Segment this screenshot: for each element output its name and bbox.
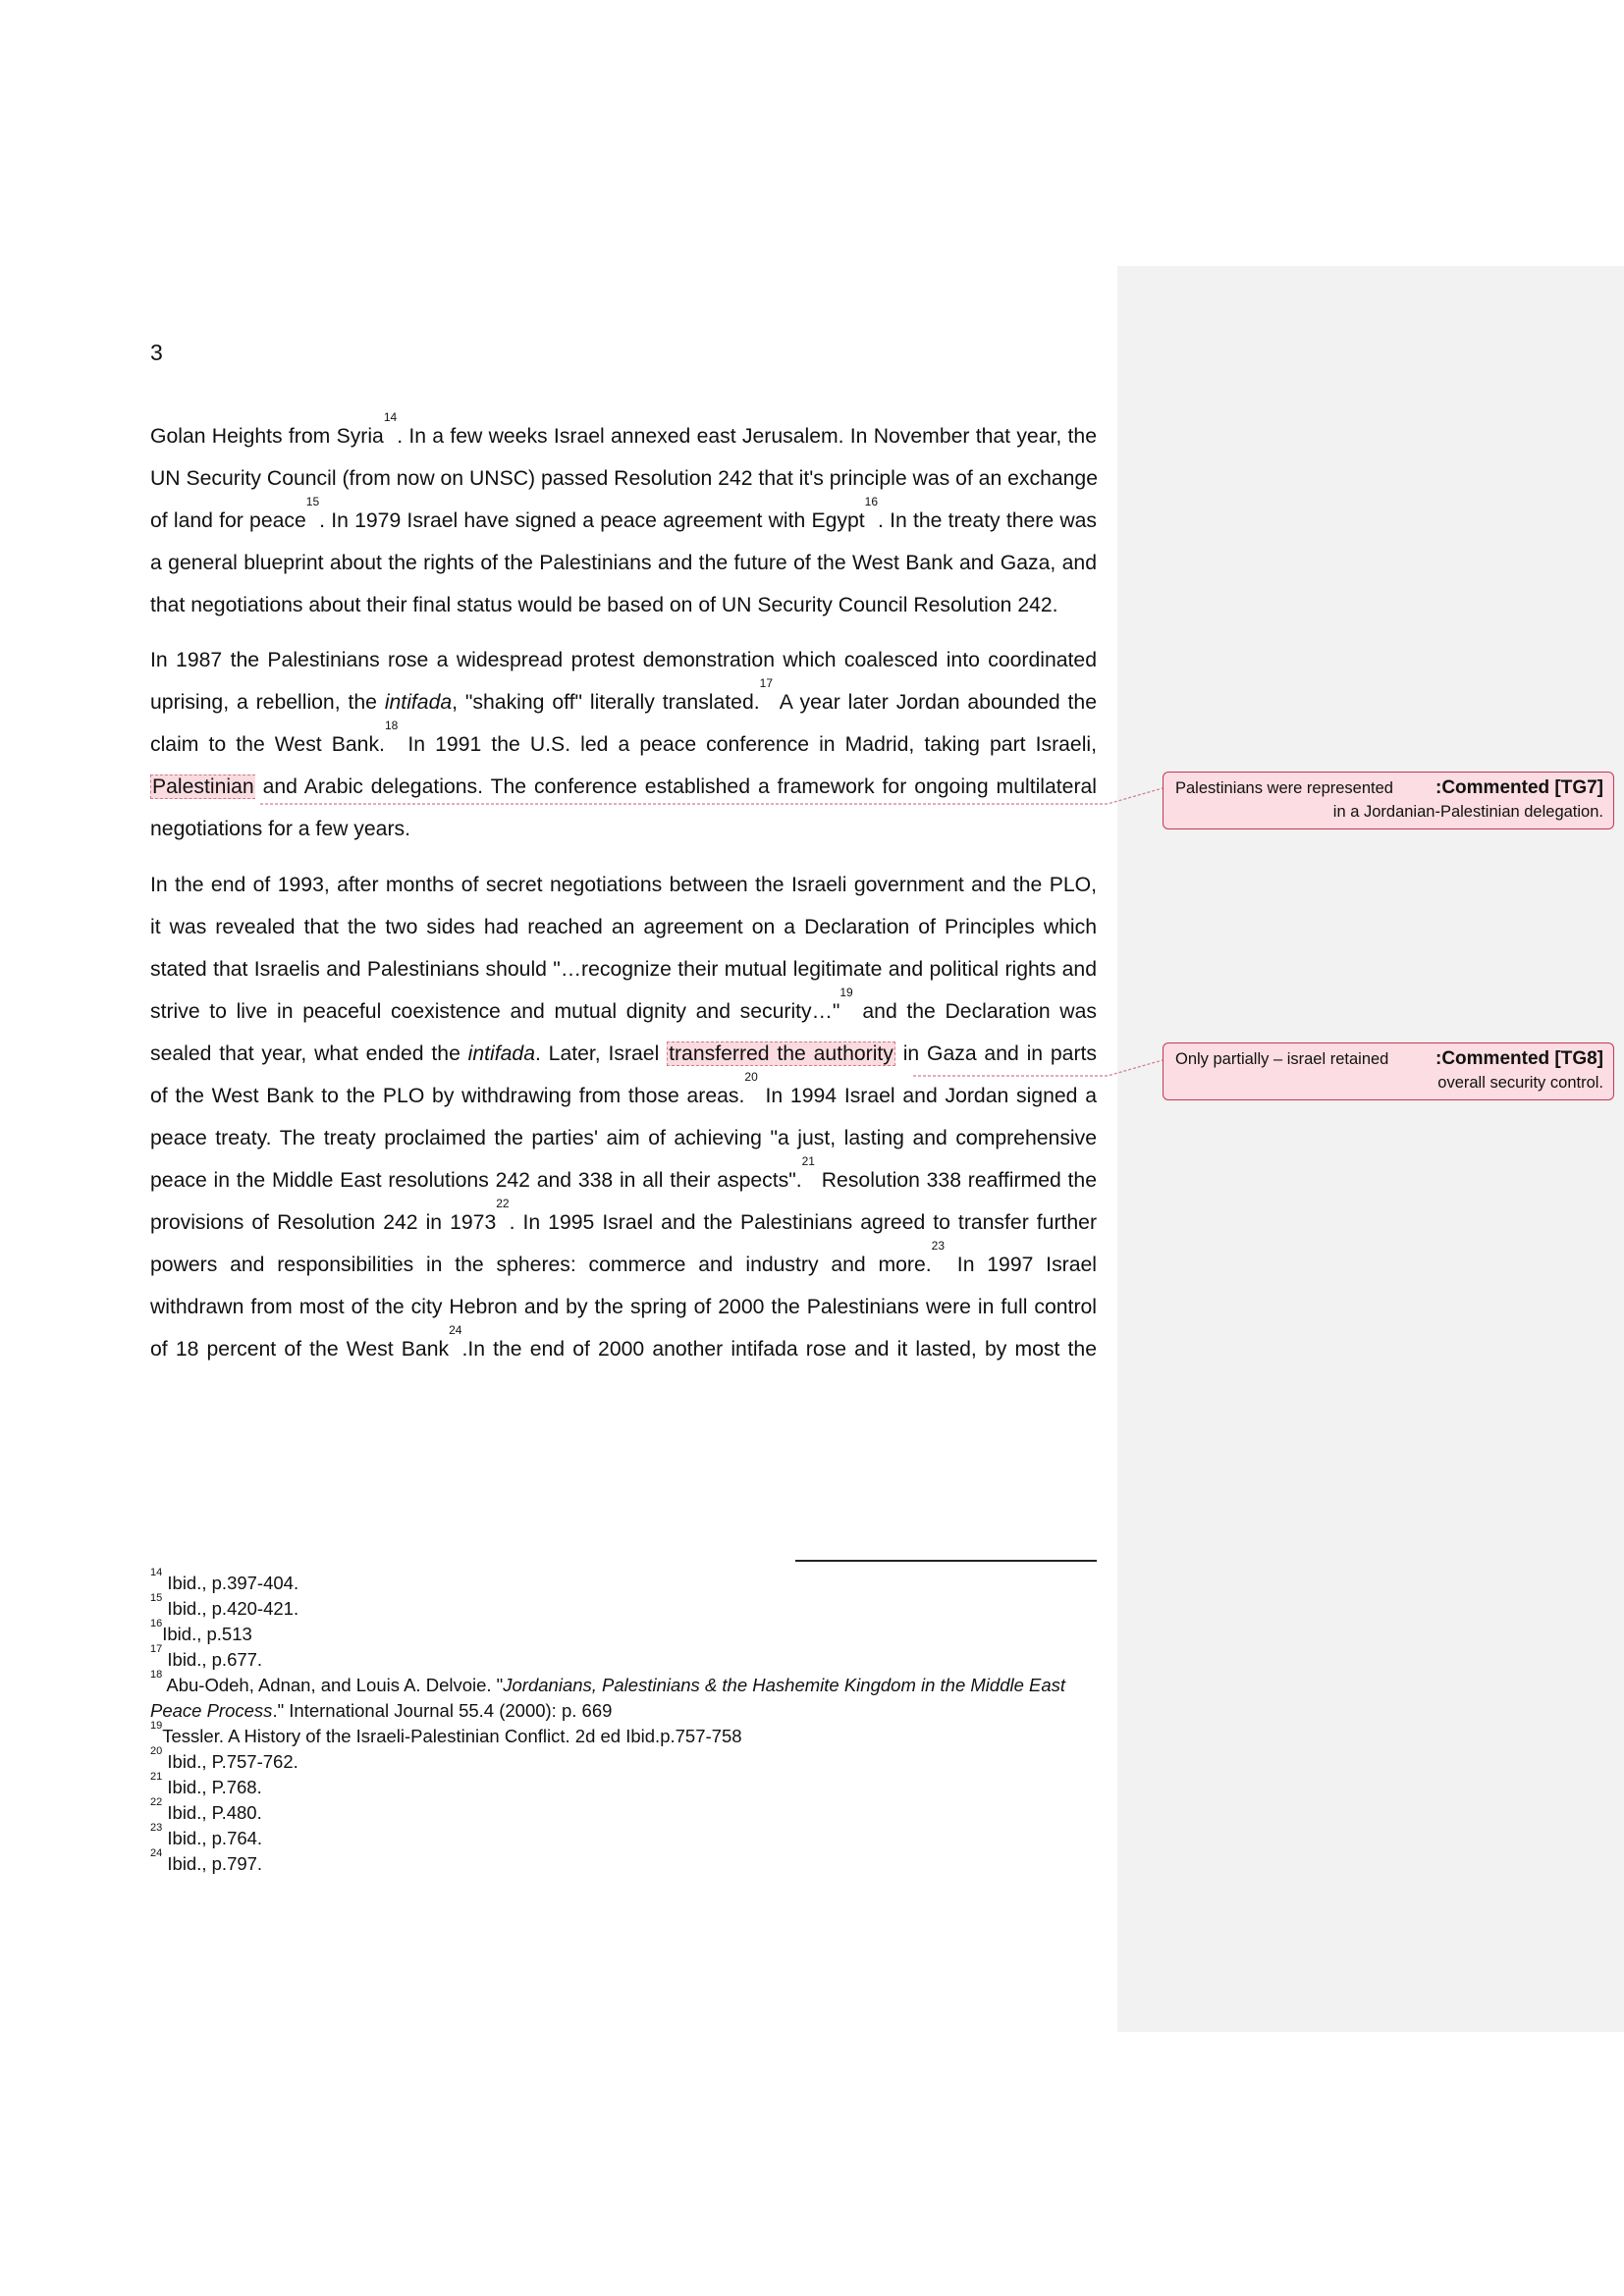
footnotes xyxy=(150,1567,1097,1877)
footnote-22: $^{22}$ Ibid., P.480. xyxy=(150,1796,262,1823)
footnote-14: $^{14}$ Ibid., p.397-404. xyxy=(150,1567,299,1593)
text-line: of land for peace$^{15}$. In 1979 Israel have signed a peace agreement with Egypt$^{16}$. In the treaty there was xyxy=(150,495,1097,532)
footnote-ref[interactable]: 23 xyxy=(931,1239,946,1253)
paragraph-1 xyxy=(150,410,1099,626)
text-line: Palestinian and Arabic delegations. The conference established a framework for ongoing multilateral xyxy=(152,775,1097,798)
footnote-ref[interactable]: 17 xyxy=(759,676,773,690)
comment-highlight-tg8[interactable]: transferred the authority xyxy=(669,1042,893,1065)
text-line: uprising, a rebellion, the intifada, "shaking off" literally translated.$^{17}$ A year later Jordan abounded the xyxy=(150,676,1097,714)
footnote-ref[interactable]: 21 xyxy=(801,1154,815,1168)
text-line: stated that Israelis and Palestinians should "…recognize their mutual legitimate and political rights and xyxy=(150,958,1097,981)
footnote-ref[interactable]: 22 xyxy=(496,1197,510,1210)
comment-highlight-tg7[interactable]: Palestinian xyxy=(152,775,254,798)
footnote-16: $^{16}$Ibid., p.513 xyxy=(150,1618,252,1644)
text-line: a general blueprint about the rights of the Palestinians and the future of the West Bank and Gaza, and xyxy=(150,552,1097,574)
footnote-24: $^{24}$ Ibid., p.797. xyxy=(150,1847,263,1874)
footnote-ref[interactable]: 16 xyxy=(864,495,879,508)
paragraph-2 xyxy=(150,639,1097,850)
footnote-ref[interactable]: 15 xyxy=(305,495,320,508)
footnote-ref[interactable]: 18 xyxy=(384,719,399,732)
text-line: Golan Heights from Syria$^{14}$. In a few weeks Israel annexed east Jerusalem. In November that year, the xyxy=(150,410,1097,448)
text-line: UN Security Council (from now on UNSC) passed Resolution 242 that it's principle was of an exchange xyxy=(150,467,1099,490)
footnote-ref[interactable]: 14 xyxy=(383,410,398,424)
footnote-21: $^{21}$ Ibid., P.768. xyxy=(150,1771,262,1797)
text-line: In the end of 1993, after months of secret negotiations between the Israeli government and the PLO, xyxy=(150,874,1097,896)
comment-text: Palestinians were represented xyxy=(1175,779,1393,797)
comment-label: :Commented [TG8] xyxy=(1435,1048,1603,1069)
comment-pane xyxy=(1117,266,1624,2032)
footnote-17: $^{17}$ Ibid., p.677. xyxy=(150,1643,263,1670)
footnote-ref[interactable]: 24 xyxy=(449,1323,462,1337)
footnote-20: $^{20}$ Ibid., P.757-762. xyxy=(150,1745,298,1772)
comment-text-cont: in a Jordanian-Palestinian delegation. xyxy=(1332,803,1603,821)
comment-label: :Commented [TG7] xyxy=(1435,777,1603,798)
text-line: provisions of Resolution 242 in 1973$^{22}$. In 1995 Israel and the Palestinians agreed to transfer further xyxy=(150,1197,1098,1234)
footnote-15: $^{15}$ Ibid., p.420-421. xyxy=(150,1592,299,1619)
footnote-18: $^{18}$ Abu-Odeh, Adnan, and Louis A. Delvoie. "Jordanians, Palestinians & the Hashemite Kingdom in the Middle East Peace Process." International Journal 55.4 (2000): p. 669 xyxy=(150,1669,1066,1721)
text-line: it was revealed that the two sides had reached an agreement on a Declaration of Principles which xyxy=(150,916,1097,938)
text-line: peace in the Middle East resolutions 242 and 338 in all their aspects".$^{21}$ Resolution 338 reaffirmed the xyxy=(150,1154,1097,1192)
text-line: powers and responsibilities in the spheres: commerce and industry and more.$^{23}$ In 1997 Israel xyxy=(150,1239,1097,1276)
page-number: 3 xyxy=(150,340,163,365)
text-line: strive to live in peaceful coexistence and mutual dignity and security…"$^{19}$ and the Declaration was xyxy=(150,986,1097,1023)
text-line: withdrawn from most of the city Hebron and by the spring of 2000 the Palestinians were in full control xyxy=(150,1296,1097,1318)
comment-tg8[interactable] xyxy=(1163,1042,1614,1100)
comment-text-cont: overall security control. xyxy=(1437,1074,1603,1092)
text-line: of 18 percent of the West Bank$^{24}$.In the end of 2000 another intifada rose and it lasted, by most the xyxy=(150,1323,1097,1361)
text-line: peace treaty. The treaty proclaimed the parties' aim of achieving "a just, lasting and comprehensive xyxy=(150,1127,1097,1149)
text-line: negotiations for a few years. xyxy=(150,818,410,840)
footnote-separator xyxy=(795,1560,1097,1562)
footnote-ref[interactable]: 19 xyxy=(839,986,853,999)
text-line: of the West Bank to the PLO by withdrawing from those areas.$^{20}$ In 1994 Israel and Jordan signed a xyxy=(150,1070,1097,1107)
comment-tg7[interactable] xyxy=(1163,772,1614,829)
text-line: claim to the West Bank.$^{18}$ In 1991 the U.S. led a peace conference in Madrid, taking part Israeli, xyxy=(150,719,1097,756)
footnote-19: $^{19}$Tessler. A History of the Israeli-Palestinian Conflict. 2d ed Ibid.p.757-758 xyxy=(150,1720,742,1746)
paragraph-3 xyxy=(150,864,1097,1370)
text-line: that negotiations about their final status would be based on of UN Security Council Resolution 242. xyxy=(150,594,1058,616)
footnote-ref[interactable]: 20 xyxy=(744,1070,758,1084)
text-line: sealed that year, what ended the intifada. Later, Israel transferred the authority in Gaza and in parts xyxy=(150,1042,1097,1065)
footnote-23: $^{23}$ Ibid., p.764. xyxy=(150,1822,263,1848)
comment-text: Only partially – israel retained xyxy=(1175,1050,1389,1068)
text-line: In 1987 the Palestinians rose a widespread protest demonstration which coalesced into coordinated xyxy=(150,649,1097,671)
